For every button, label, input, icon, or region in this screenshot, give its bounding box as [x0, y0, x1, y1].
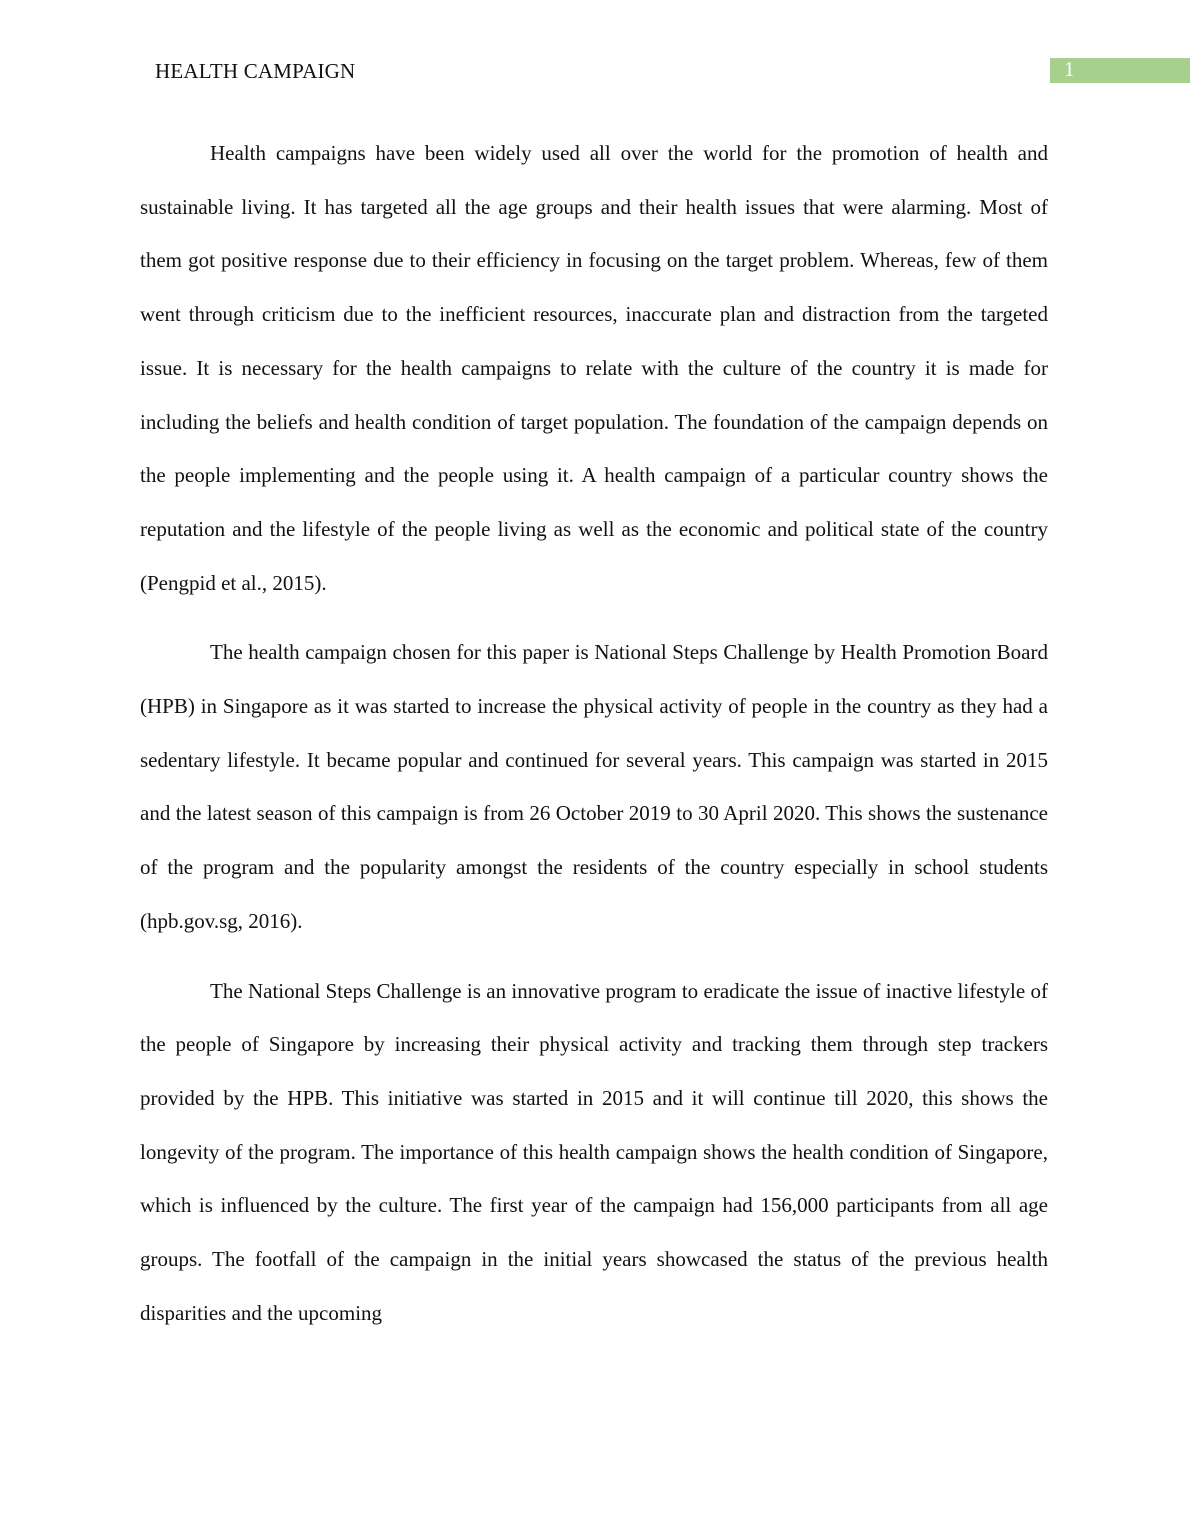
- paragraph-2: The health campaign chosen for this paper is National Steps Challenge by Health Promotion Board (HPB) in Singapore as it was started to increase the physical activity of people in the country as they had a sedentary lifestyle. It became popular and continued for several years. This campaign was started in 2015 and the latest season of this campaign is from 26 October 2019 to 30 April 2020. This shows the sustenance of the program and the popularity amongst the residents of the country especially in school students (hpb.gov.sg, 2016).: [140, 640, 1048, 933]
- page-number: 1: [1064, 57, 1075, 81]
- page-number-bar: [1050, 58, 1190, 83]
- body-text: [140, 127, 1048, 1356]
- paragraph-1: Health campaigns have been widely used all over the world for the promotion of health and sustainable living. It has targeted all the age groups and their health issues that were alarming. Most of them got positive response due to their efficiency in focusing on the target problem. Whereas, few of them went through criticism due to the inefficient resources, inaccurate plan and distraction from the targeted issue. It is necessary for the health campaigns to relate with the culture of the country it is made for including the beliefs and health condition of target population. The foundation of the campaign depends on the people implementing and the people using it. A health campaign of a particular country shows the reputation and the lifestyle of the people living as well as the economic and political state of the country (Pengpid et al., 2015).: [140, 141, 1048, 595]
- paragraph-3: The National Steps Challenge is an innovative program to eradicate the issue of inactive lifestyle of the people of Singapore by increasing their physical activity and tracking them through step trackers provided by the HPB. This initiative was started in 2015 and it will continue till 2020, this shows the longevity of the program. The importance of this health campaign shows the health condition of Singapore, which is influenced by the culture. The first year of the campaign had 156,000 participants from all age groups. The footfall of the campaign in the initial years showcased the status of the previous health disparities and the upcoming: [140, 978, 1048, 1325]
- running-head: HEALTH CAMPAIGN: [155, 59, 356, 83]
